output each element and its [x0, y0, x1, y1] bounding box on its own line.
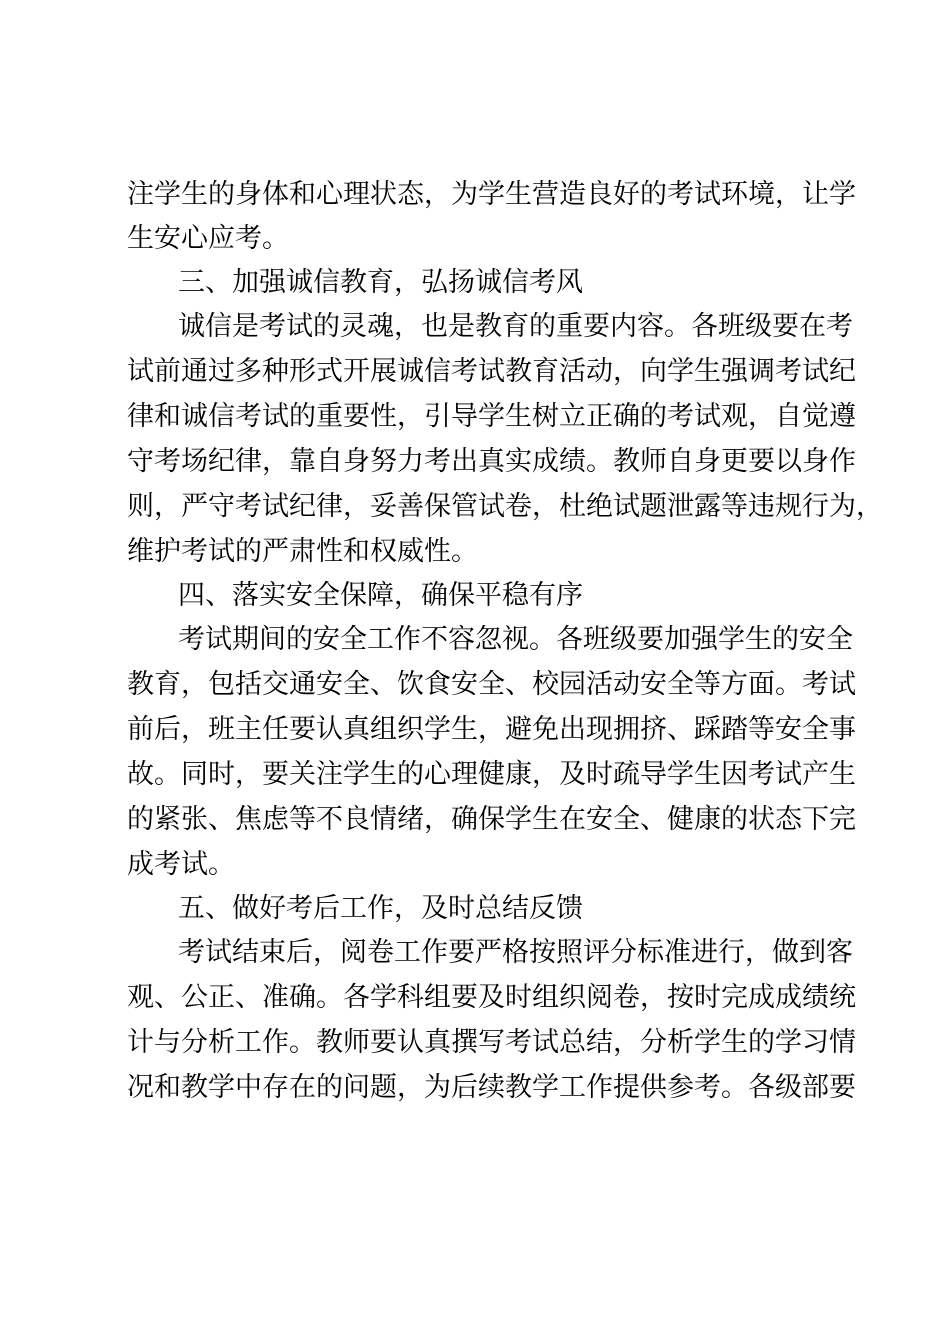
- paragraph-line: 故。同时，要关注学生的心理健康，及时疏导学生因考试产生: [127, 759, 856, 790]
- paragraph-line: 计与分析工作。教师要认真撰写考试总结，分析学生的学习情: [127, 1027, 856, 1058]
- paragraph-line: 诚信是考试的灵魂，也是教育的重要内容。各班级要在考: [178, 311, 853, 342]
- section-heading-5: 五、做好考后工作，及时总结反馈: [178, 893, 583, 924]
- paragraph-line: 教育，包括交通安全、饮食安全、校园活动安全等方面。考试: [127, 669, 856, 700]
- paragraph-line: 考试期间的安全工作不容忽视。各班级要加强学生的安全: [178, 624, 853, 655]
- paragraph-line: 前后，班主任要认真组织学生，避免出现拥挤、踩踏等安全事: [127, 714, 856, 745]
- paragraph-line: 考试结束后，阅卷工作要严格按照评分标准进行，做到客: [178, 937, 853, 968]
- section-heading-4: 四、落实安全保障，确保平稳有序: [178, 580, 583, 611]
- paragraph-line: 注学生的身体和心理状态，为学生营造良好的考试环境，让学: [127, 179, 856, 210]
- paragraph-line: 的紧张、焦虑等不良情绪，确保学生在安全、健康的状态下完: [127, 804, 856, 835]
- section-heading-3: 三、加强诚信教育，弘扬诚信考风: [178, 267, 583, 298]
- paragraph-line: 观、公正、准确。各学科组要及时组织阅卷，按时完成成绩统: [127, 982, 856, 1013]
- paragraph-line: 维护考试的严肃性和权威性。: [127, 536, 478, 567]
- paragraph-line: 成考试。: [127, 849, 235, 880]
- paragraph-line: 守考场纪律，靠自身努力考出真实成绩。教师自身更要以身作: [127, 446, 856, 477]
- paragraph-line: 况和教学中存在的问题，为后续教学工作提供参考。各级部要: [127, 1072, 856, 1103]
- paragraph-line: 则，严守考试纪律，妥善保管试卷，杜绝试题泄露等违规行为，: [127, 491, 883, 522]
- paragraph-line: 试前通过多种形式开展诚信考试教育活动，向学生强调考试纪: [127, 356, 856, 387]
- paragraph-line: 生安心应考。: [127, 223, 289, 254]
- paragraph-line: 律和诚信考试的重要性，引导学生树立正确的考试观，自觉遵: [127, 401, 856, 432]
